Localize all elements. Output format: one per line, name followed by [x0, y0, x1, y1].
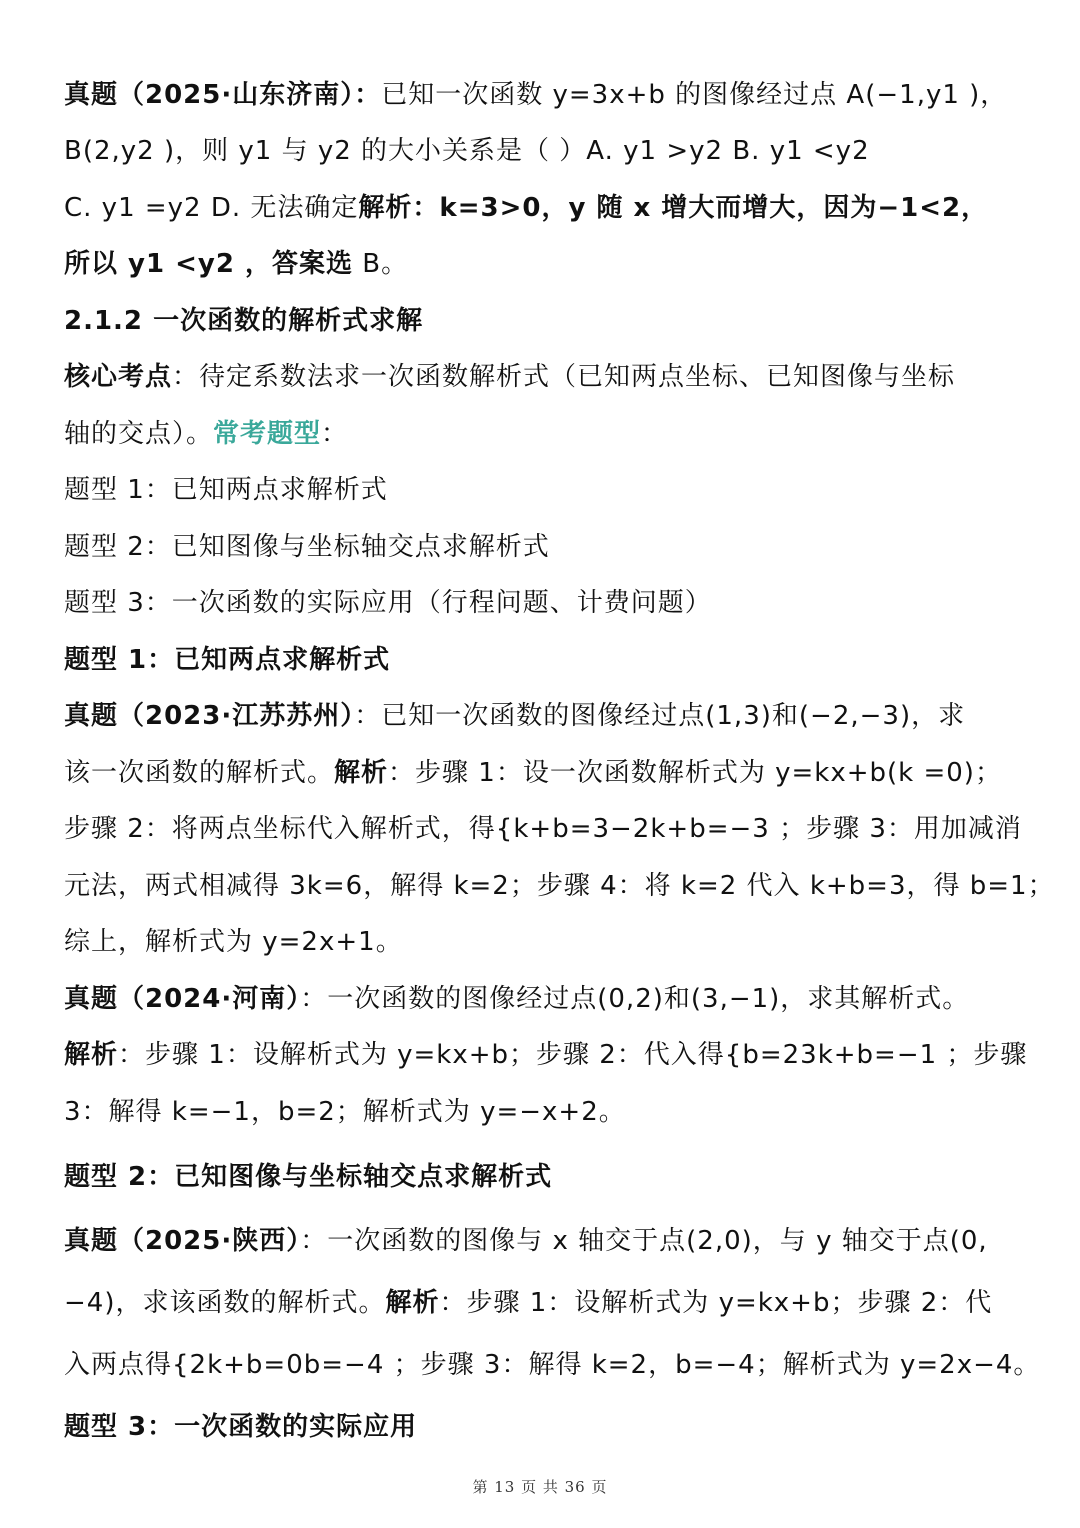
- subsection-heading: 题型 1：已知两点求解析式: [64, 645, 391, 675]
- analysis-text: 所以 y1 <y2 ，答案选: [64, 249, 354, 279]
- common-types-label: 常考题型: [213, 419, 322, 449]
- core-point-text: 轴的交点）。: [64, 419, 214, 449]
- analysis-label: 解析: [385, 1288, 440, 1318]
- question-text: 已知一次函数 y=3x+b 的图像经过点 A(−1,y1 )，: [381, 80, 1008, 110]
- text-line: [64, 191, 988, 225]
- label-core-point: 核心考点: [64, 362, 173, 392]
- text-line: [64, 756, 1002, 790]
- text-line: [64, 1038, 1027, 1072]
- text-line: [64, 699, 965, 733]
- subsection-heading: 题型 2：已知图像与坐标轴交点求解析式: [64, 1162, 553, 1192]
- text-line: [64, 982, 969, 1016]
- type-list-item: 题型 1：已知两点求解析式: [64, 475, 388, 505]
- text-line: 步骤 2：将两点坐标代入解析式，得{k+b=3−2k+b=−3 ；步骤 3：用加减消: [64, 814, 1022, 844]
- answer-text: B。: [353, 249, 409, 279]
- text-line: 元法，两式相减得 3k=6，解得 k=2；步骤 4：将 k=2 代入 k+b=3，得 b=1；: [64, 871, 1055, 901]
- type-list-item: 题型 2：已知图像与坐标轴交点求解析式: [64, 532, 550, 562]
- text-line: [64, 247, 408, 281]
- option-text: C. y1 =y2 D. 无法确定: [64, 193, 359, 223]
- text-line: [64, 417, 348, 451]
- analysis-label: 解析: [64, 1040, 119, 1070]
- text-line: 入两点得{2k+b=0b=−4 ；步骤 3：解得 k=2，b=−4；解析式为 y=2x−4。: [64, 1350, 1041, 1380]
- text-line: 综上，解析式为 y=2x+1。: [64, 927, 403, 957]
- subsection-heading: 题型 3：一次函数的实际应用: [64, 1412, 418, 1442]
- core-point-text: ：待定系数法求一次函数解析式（已知两点坐标、已知图像与坐标: [172, 362, 956, 392]
- question-text: −4)，求该函数的解析式。: [64, 1288, 386, 1318]
- colon: ：: [321, 419, 349, 449]
- question-source: 真题（2024·河南）: [64, 984, 301, 1014]
- text-line: [64, 360, 955, 394]
- question-text: ：已知一次函数的图像经过点(1,3)和(−2,−3)，求: [354, 701, 966, 731]
- question-source: 真题（2023·江苏苏州）: [64, 701, 355, 731]
- question-source: 真题（2025·山东济南）：: [64, 80, 382, 110]
- text-line: [64, 1286, 992, 1320]
- question-source: 真题（2025·陕西）: [64, 1226, 301, 1256]
- question-text: ：一次函数的图像与 x 轴交于点(2,0)，与 y 轴交于点(0,: [300, 1226, 988, 1256]
- text-line: [64, 1224, 988, 1258]
- question-text: 该一次函数的解析式。: [64, 758, 335, 788]
- question-text: ：一次函数的图像经过点(0,2)和(3,−1)，求其解析式。: [300, 984, 970, 1014]
- analysis-text: ：步骤 1：设一次函数解析式为 y=kx+b(k =0)；: [388, 758, 1002, 788]
- section-heading: 2.1.2 一次函数的解析式求解: [64, 306, 424, 336]
- analysis-label: 解析: [334, 758, 389, 788]
- text-line: [64, 78, 1007, 112]
- text-line: B(2,y2 )，则 y1 与 y2 的大小关系是（ ）A. y1 >y2 B. y1 <y2: [64, 136, 870, 166]
- type-list-item: 题型 3：一次函数的实际应用（行程问题、计费问题）: [64, 588, 712, 618]
- text-line: 3：解得 k=−1，b=2；解析式为 y=−x+2。: [64, 1097, 626, 1127]
- page-footer: 第 13 页 共 36 页: [472, 1478, 608, 1496]
- analysis-text: ：步骤 1：设解析式为 y=kx+b；步骤 2：代: [439, 1288, 993, 1318]
- analysis-text: 解析：k=3>0，y 随 x 增大而增大，因为−1<2，: [358, 193, 989, 223]
- analysis-text: ：步骤 1：设解析式为 y=kx+b；步骤 2：代入得{b=23k+b=−1 ；步骤: [118, 1040, 1028, 1070]
